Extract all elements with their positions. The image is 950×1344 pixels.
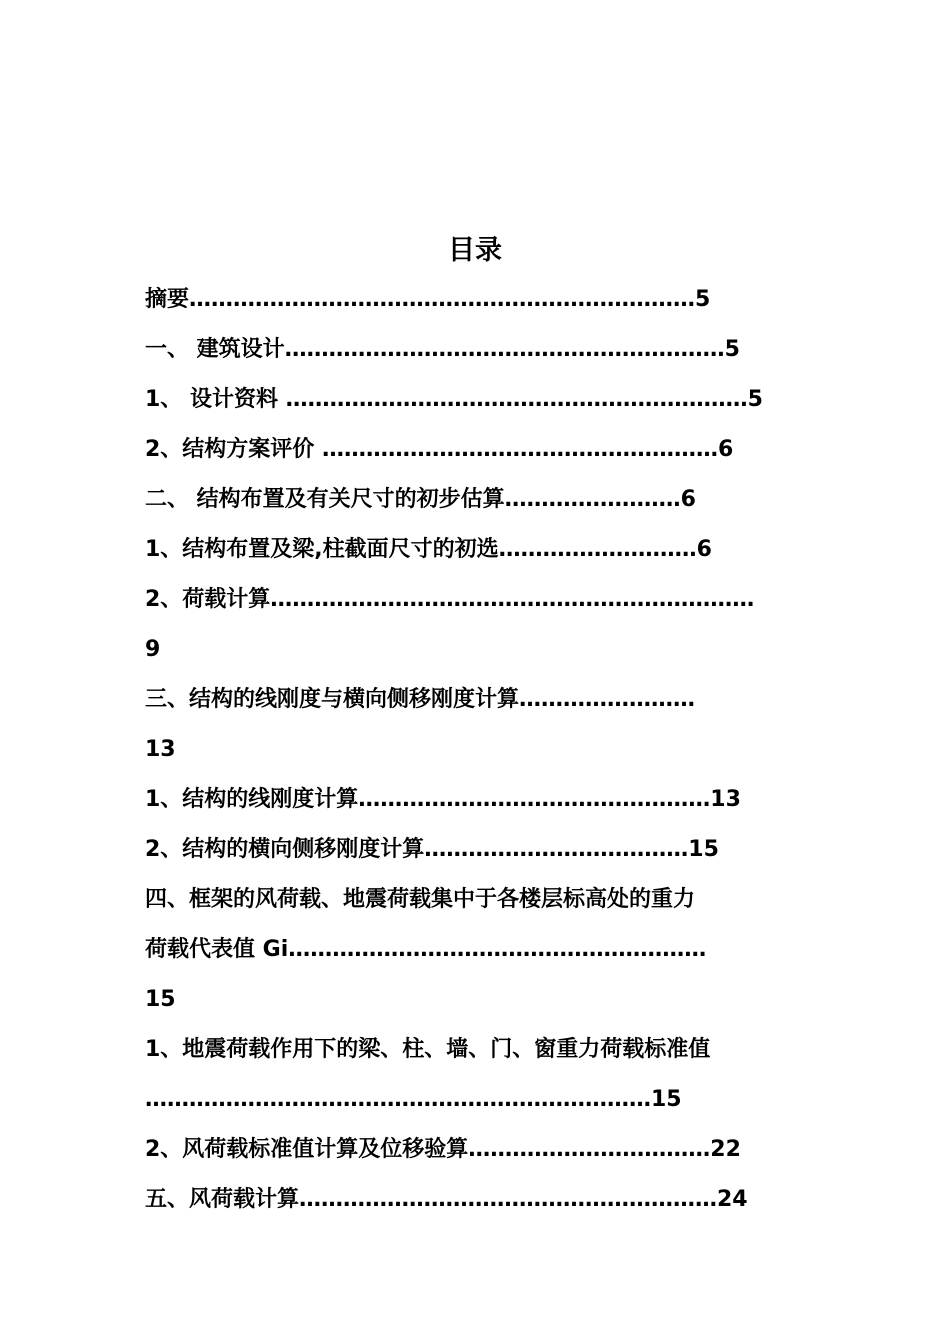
toc-entry: ……………………………………………………………15 [145,1087,682,1112]
toc-page-number: 13 [145,737,176,762]
toc-entry: 三、结构的线刚度与横向侧移刚度计算…………………… [145,687,696,712]
toc-entry: 摘要……………………………………………………………5 [145,287,711,312]
toc-page-number: 9 [145,637,161,662]
toc-entry: 1、地震荷载作用下的梁、柱、墙、门、窗重力荷载标准值 [145,1037,711,1062]
toc-entry: 二、 结构布置及有关尺寸的初步估算……………………6 [145,487,696,512]
toc-entry: 荷载代表值 Gi………………………………………………… [145,937,707,962]
toc-entry: 五、风荷载计算…………………………………………………24 [145,1187,748,1212]
page-title: 目录 [448,235,502,266]
toc-entry: 四、框架的风荷载、地震荷载集中于各楼层标高处的重力 [145,887,696,912]
toc-entry: 1、结构的线刚度计算…………………………………………13 [145,787,741,812]
toc-entry: 2、结构的横向侧移刚度计算………………………………15 [145,837,719,862]
toc-entry: 1、结构布置及梁,柱截面尺寸的初选………………………6 [145,537,712,562]
toc-entry: 1、 设计资料 ………………………………………………………5 [145,387,763,412]
toc-entry: 一、 建筑设计……………………………………………………5 [145,337,740,362]
toc-entry: 2、结构方案评价 ………………………………………………6 [145,437,734,462]
toc-page-number: 15 [145,987,176,1012]
toc-entry: 2、风荷载标准值计算及位移验算……………………………22 [145,1137,741,1162]
toc-entry: 2、荷载计算………………………………………………………… [145,587,755,612]
